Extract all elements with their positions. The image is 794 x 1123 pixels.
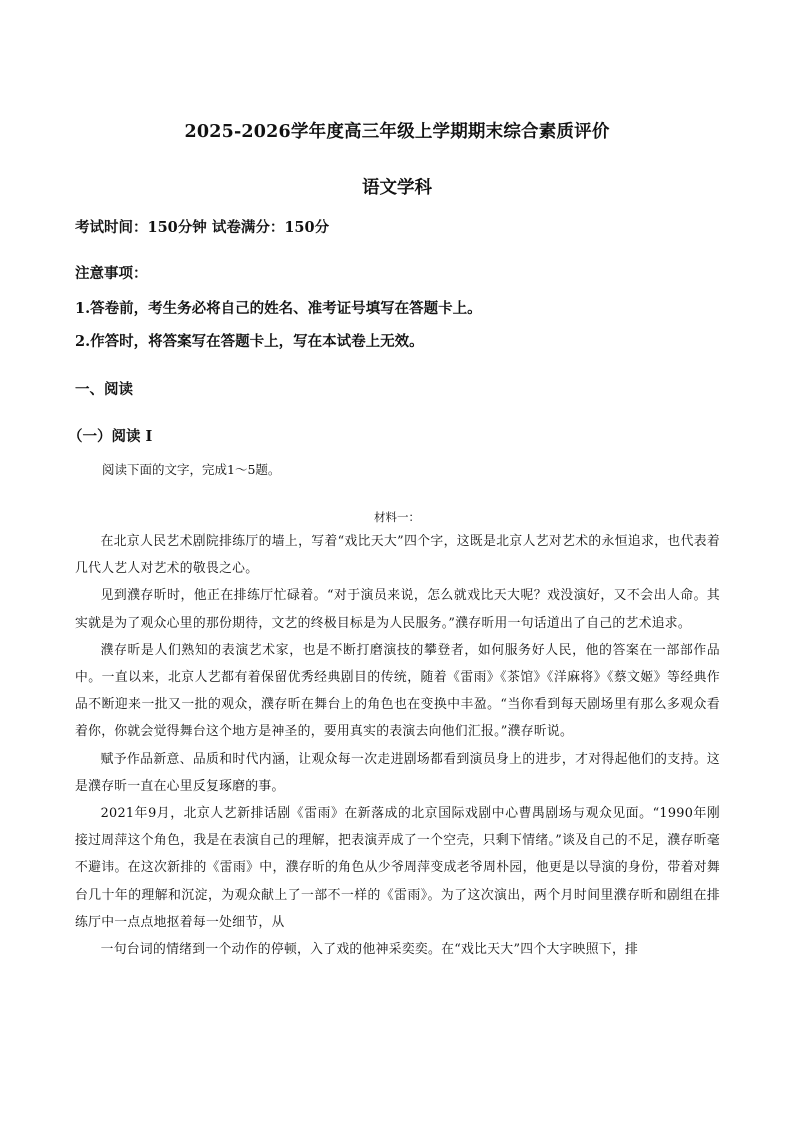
note-item-2: 2.作答时，将答案写在答题卡上，写在本试卷上无效。 (75, 333, 424, 350)
passage-paragraph: 一句台词的情绪到一个动作的停顿，入了戏的他神采奕奕。在“戏比天大”四个大字映照下，排 (100, 942, 639, 958)
passage-paragraph: 2021年9月，北京人艺新排话剧《雷雨》在新落成的北京国际戏剧中心曹禺剧场与观众见面。“1990年刚接过周萍这个角色，我是在表演自己的理解，把表演弄成了一个空壳，只剩下情绪。”谈及自己的不足，濮存昕毫不避讳。在这次新排的《雷雨》中，濮存昕的角色从少爷周萍变成老爷周朴园，他更是以导演的身份，带着对舞台几十年的理解和沉淀，为观众献上了一部不一样的《雷雨》。为了这次演出，两个月时间里濮存昕和剧组在排练厅中一点点地抠着每一处细节，从 (75, 806, 720, 930)
note-item-1: 1.答卷前，考生务必将自己的姓名、准考证号填写在答题卡上。 (75, 300, 482, 317)
notes-heading: 注意事项： (75, 265, 148, 282)
subsection-title: （一）阅读 I (68, 428, 153, 445)
subject-title: 语文学科 (362, 178, 432, 198)
passage-paragraph: 在北京人民艺术剧院排练厅的墙上，写着“戏比天大”四个字，这既是北京人艺对艺术的永恒追求，也代表着几代人艺人对艺术的敬畏之心。 (75, 534, 720, 577)
reading-instruction: 阅读下面的文字，完成1～5题。 (102, 462, 281, 477)
exam-info: 考试时间：150分钟 试卷满分：150分 (75, 219, 330, 236)
passage-paragraph: 濮存昕是人们熟知的表演艺术家，也是不断打磨演技的攀登者，如何服务好人民，他的答案在一部部作品中。一直以来，北京人艺都有着保留优秀经典剧目的传统，随着《雷雨》《茶馆》《洋麻将》《蔡文姬》等经典作品不断迎来一批又一批的观众，濮存昕在舞台上的角色也在变换中丰盈。“当你看到每天剧场里有那么多观众看着你，你就会觉得舞台这个地方是神圣的，要用真实的表演去向他们汇报。”濮存昕说。 (75, 642, 720, 740)
passage-paragraph: 见到濮存昕时，他正在排练厅忙碌着。“对于演员来说，怎么就戏比天大呢？戏没演好，又不会出人命。其实就是为了观众心里的那份期待，文艺的终极目标是为人民服务。”濮存昕用一句话道出了自己的艺术追求。 (75, 588, 720, 631)
exam-title: 2025-2026学年度高三年级上学期期末综合素质评价 (184, 122, 610, 142)
material-label: 材料一： (374, 510, 420, 524)
passage-paragraph: 赋予作品新意、品质和时代内涵，让观众每一次走进剧场都看到演员身上的进步，才对得起他们的支持。这是濮存昕一直在心里反复琢磨的事。 (75, 751, 720, 794)
section-title: 一、阅读 (75, 381, 133, 398)
passage-body (75, 528, 720, 963)
